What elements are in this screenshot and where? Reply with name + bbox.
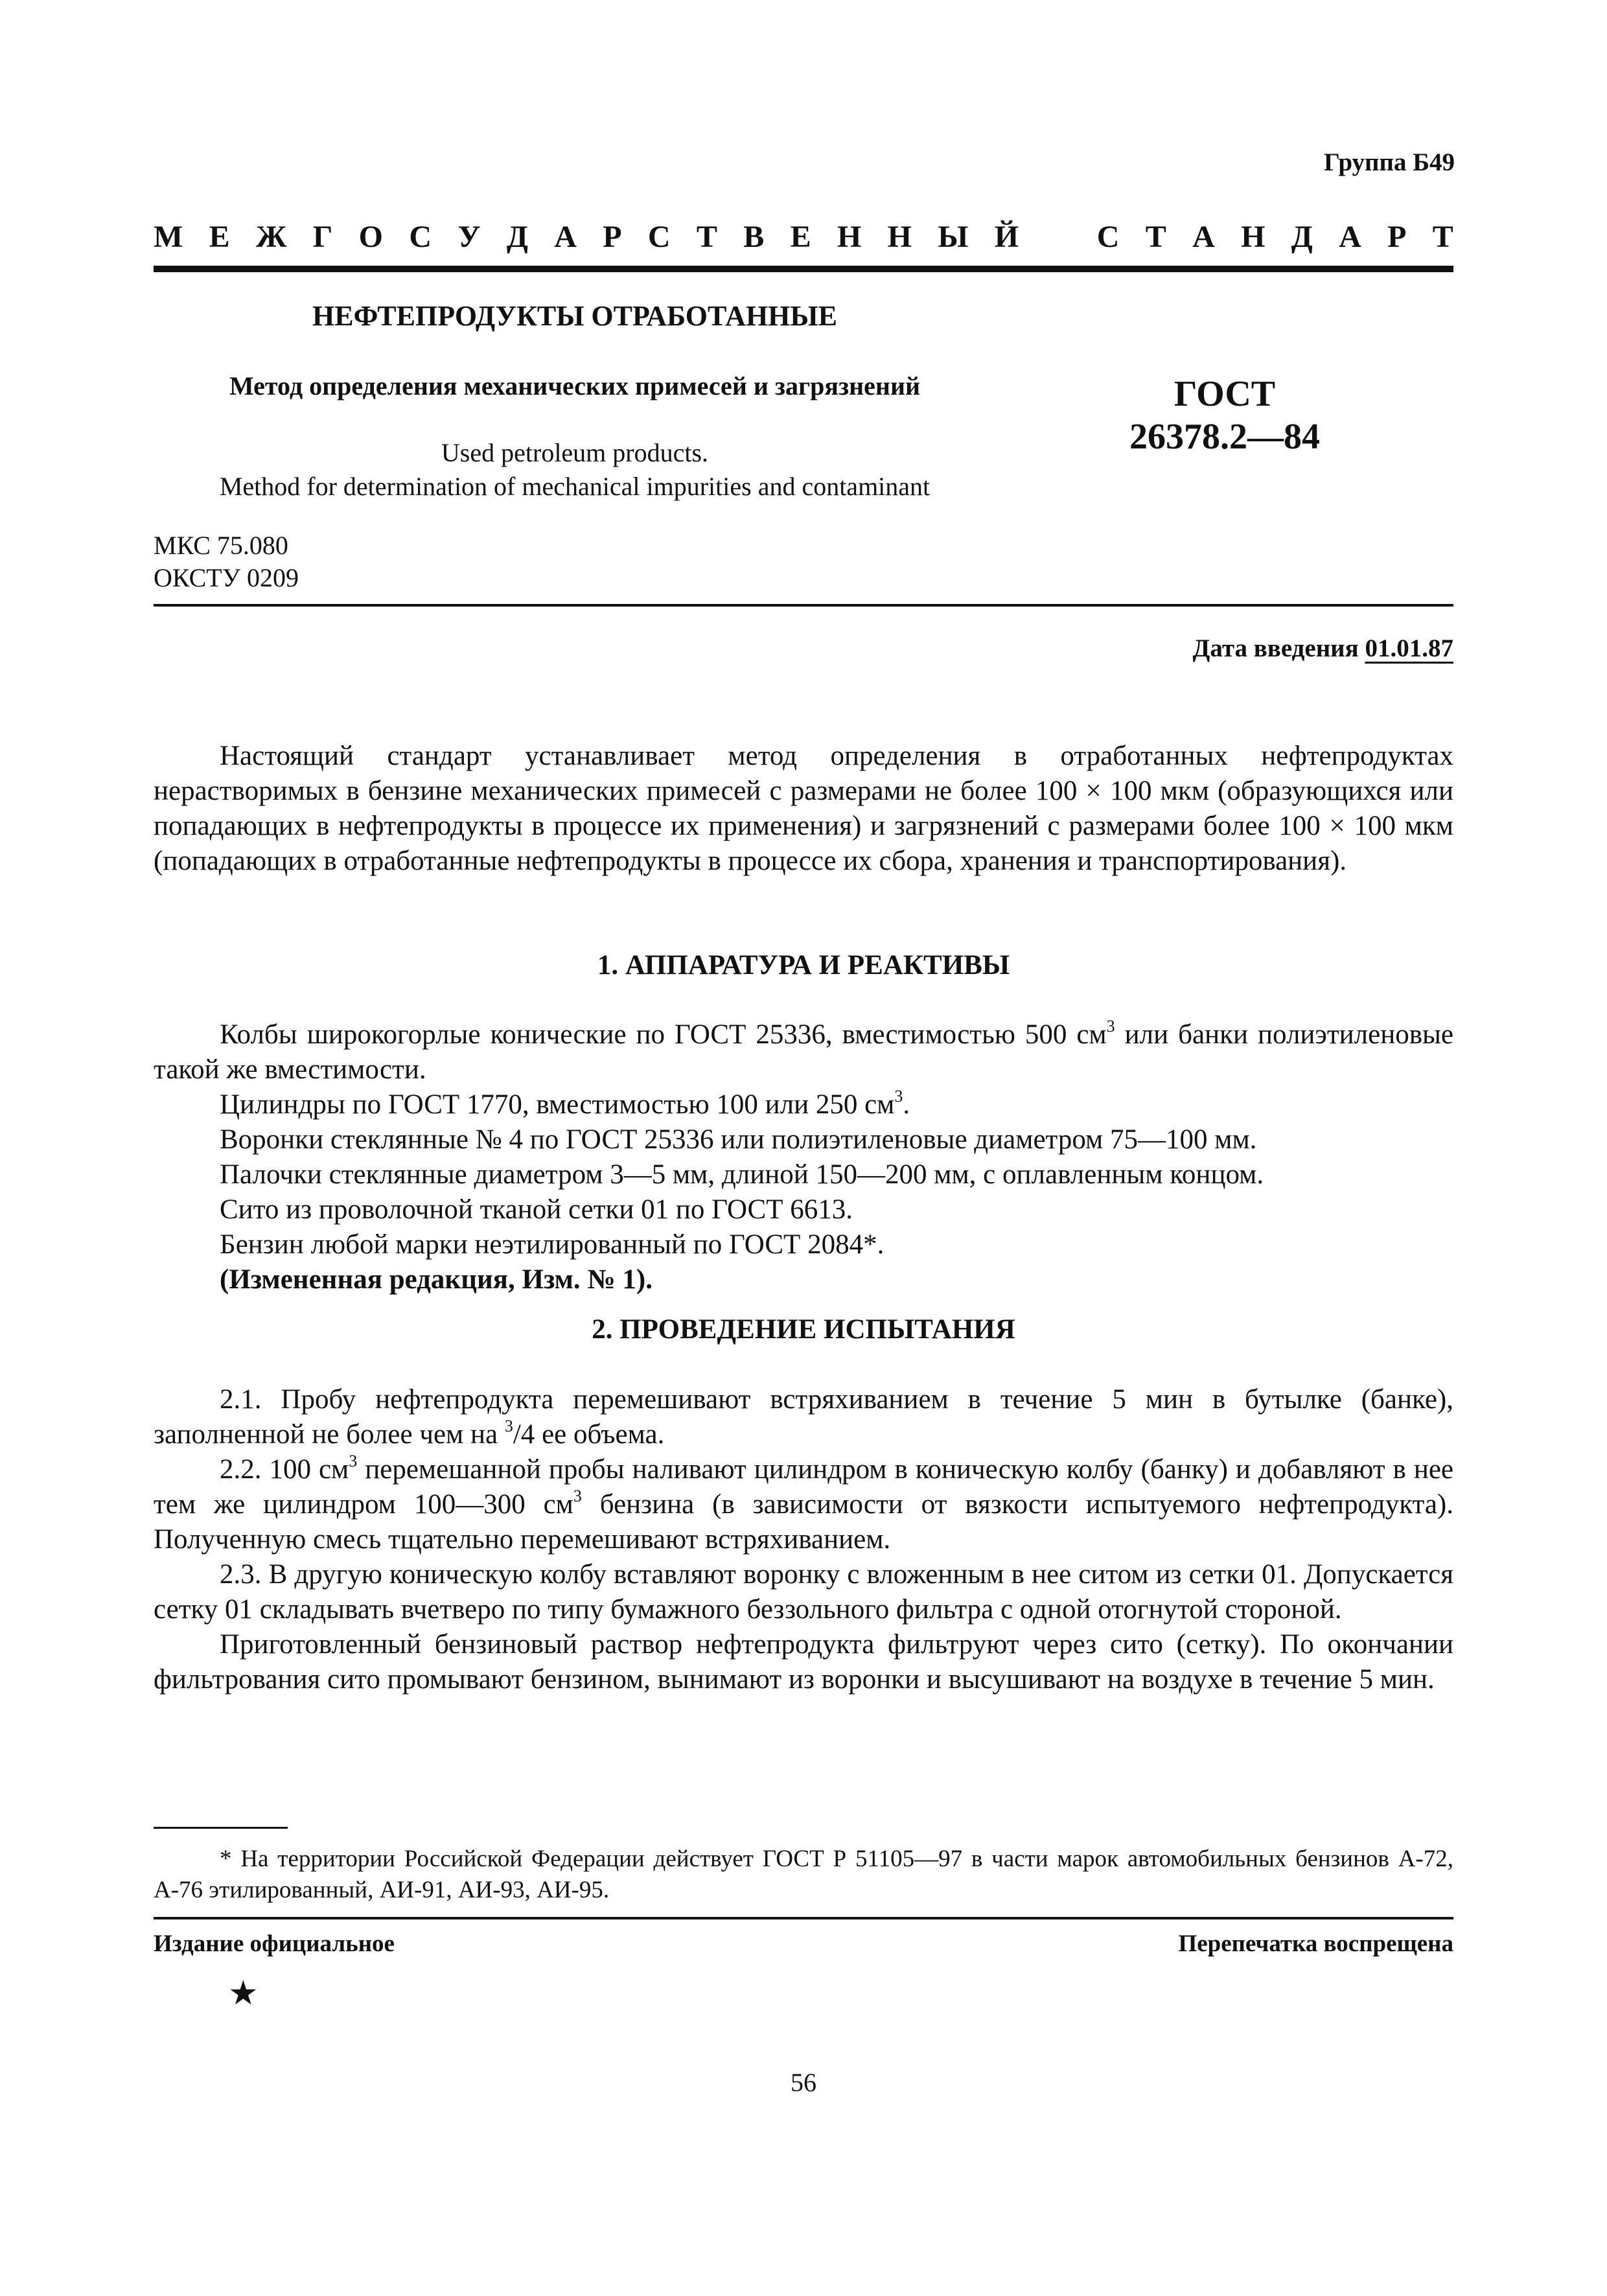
banner-letter: Н: [887, 220, 912, 254]
classification-codes: [154, 529, 299, 594]
paragraph: Палочки стеклянные диаметром 3—5 мм, длиной 150—200 мм, с оплавленным концом.: [220, 1159, 1264, 1190]
banner-letter: О: [358, 220, 383, 254]
introduction-date: [1193, 634, 1453, 663]
banner-letter: Д: [1291, 220, 1313, 254]
banner-letter: В: [743, 220, 765, 254]
paragraph: Сито из проволочной тканой сетки 01 по ГОСТ 6613.: [220, 1194, 853, 1225]
codes-rule: [154, 604, 1453, 607]
banner-letter: Е: [790, 220, 811, 254]
paragraph: Бензин любой марки неэтилированный по ГОСТ 2084*.: [220, 1229, 884, 1260]
banner-letter: С: [647, 220, 671, 254]
banner-letter: С: [409, 220, 432, 254]
footer-rule: [154, 1917, 1453, 1919]
english-title-line: Method for determination of mechanical impurities and contaminant: [219, 472, 931, 501]
banner-letter: Д: [506, 220, 528, 254]
section-2-heading: 2. ПРОВЕДЕНИЕ ИСПЫТАНИЯ: [592, 1314, 1015, 1345]
banner-letter: Й: [994, 220, 1019, 254]
text-run: перемешанной пробы наливают цилиндром в коническую колбу (банку) и добавляют в нее тем же цилиндром 100—300 см: [154, 1454, 1453, 1520]
banner-letter: М: [154, 220, 183, 254]
footnote-rule: [154, 1827, 288, 1829]
intro-text: Настоящий стандарт устанавливает метод определения в отработанных нефтепродуктах нерастворимых в бензине механических примесей с размерами не более 100 × 100 мкм (образующихся или попадающих в нефтепродукты в процессе их применения) и загрязнений с размерами более 100 × 100 мкм (попадающих в отработанные нефтепродукты в процессе их сбора, хранения и транспортирования).: [154, 741, 1453, 876]
text-run: или банки полиэтиленовые такой же вместимости.: [154, 1019, 1454, 1085]
banner-letter: [1045, 219, 1070, 255]
banner-letter: Р: [1387, 220, 1407, 254]
paragraph: Приготовленный бензиновый раствор нефтепродукта фильтруют через сито (сетку). По окончании фильтрования сито промывают бензином, вынимают из воронки и высушивают на воздухе в течение 5 мин.: [154, 1629, 1453, 1695]
text-run: Колбы широкогорлые конические по ГОСТ 25336, вместимостью 500 см: [220, 1019, 1107, 1050]
gost-designation: [1102, 373, 1348, 458]
banner-letter: Ы: [938, 220, 969, 254]
paragraph: [154, 1452, 1453, 1557]
section-1-heading: 1. АППАРАТУРА И РЕАКТИВЫ: [597, 950, 1010, 980]
section-2-body: [154, 1382, 1453, 1697]
text-run: 2.1. Пробу нефтепродукта перемешивают встряхиванием в течение 5 мин в бутылке (банке), заполненной не более чем на: [154, 1384, 1453, 1450]
reprint-prohibited-label: Перепечатка воспрещена: [1178, 1931, 1453, 1957]
banner-letter: Н: [1241, 220, 1266, 254]
english-title-line: Used petroleum products.: [441, 438, 709, 467]
document-title: НЕФТЕПРОДУКТЫ ОТРАБОТАННЫЕ: [312, 300, 837, 332]
mks-code: МКС 75.080: [154, 531, 288, 560]
gost-number: 26378.2—84: [1129, 417, 1320, 457]
superscript: 3: [1106, 1017, 1115, 1036]
banner-letter: Р: [603, 220, 622, 254]
paragraph: [154, 1087, 1453, 1122]
banner-letter: А: [554, 220, 577, 254]
date-label: Дата введения: [1192, 634, 1359, 662]
section-1-body: [154, 1017, 1453, 1297]
text-run: 2.2. 100 см: [220, 1454, 349, 1485]
banner-letter: Т: [1432, 220, 1453, 254]
interstate-standard-banner: [154, 219, 1453, 255]
okstu-code: ОКСТУ 0209: [154, 563, 299, 592]
paragraph: Воронки стеклянные № 4 по ГОСТ 25336 или полиэтиленовые диаметром 75—100 мм.: [220, 1124, 1257, 1155]
footnote: [154, 1844, 1453, 1906]
english-title: [154, 436, 996, 504]
intro-paragraph: [154, 739, 1453, 879]
superscript: 3: [573, 1487, 582, 1505]
paragraph: [154, 1017, 1453, 1087]
banner-letter: Г: [312, 220, 333, 254]
official-edition-label: Издание официальное: [154, 1931, 395, 1957]
superscript: 3: [349, 1452, 358, 1470]
page-number: 56: [791, 2068, 816, 2097]
paragraph: [154, 1382, 1453, 1452]
text-run: ее объема.: [535, 1419, 665, 1450]
fraction-denominator: /4: [513, 1419, 535, 1450]
gost-label: ГОСТ: [1173, 374, 1276, 414]
banner-letter: У: [457, 220, 481, 254]
banner-letter: Т: [1145, 220, 1166, 254]
banner-letter: Т: [696, 220, 717, 254]
banner-letter: С: [1096, 220, 1120, 254]
text-run: бензина (в зависимости от вязкости испытуемого нефтепродукта). Полученную смесь тщательно перемешивают встряхиванием.: [154, 1489, 1454, 1555]
fraction-numerator: 3: [504, 1417, 513, 1435]
banner-letter: А: [1192, 220, 1215, 254]
banner-letter: А: [1339, 220, 1361, 254]
group-code: Группа Б49: [1323, 148, 1455, 176]
banner-letter: Н: [837, 220, 862, 254]
superscript: 3: [894, 1087, 903, 1106]
header-rule: [154, 266, 1453, 272]
text-run: .: [903, 1089, 910, 1120]
star-icon: ★: [228, 1975, 259, 2012]
amendment-note: (Измененная редакция, Изм. № 1).: [220, 1264, 653, 1295]
banner-letter: Ж: [255, 220, 287, 254]
date-value: 01.01.87: [1365, 634, 1453, 662]
paragraph: 2.3. В другую коническую колбу вставляют воронку с вложенным в нее ситом из сетки 01. Допускается сетку 01 складывать вчетверо по типу бумажного беззольного фильтра с одной отогнутой стороной.: [154, 1559, 1453, 1625]
text-run: Цилиндры по ГОСТ 1770, вместимостью 100 или 250 см: [220, 1089, 895, 1120]
footnote-text: * На территории Российской Федерации действует ГОСТ Р 51105—97 в части марок автомобильных бензинов А-72, А-76 этилированный, АИ-91, АИ-93, АИ-95.: [154, 1846, 1453, 1903]
banner-letter: Е: [209, 220, 230, 254]
document-subtitle: Метод определения механических примесей и загрязнений: [229, 371, 921, 400]
